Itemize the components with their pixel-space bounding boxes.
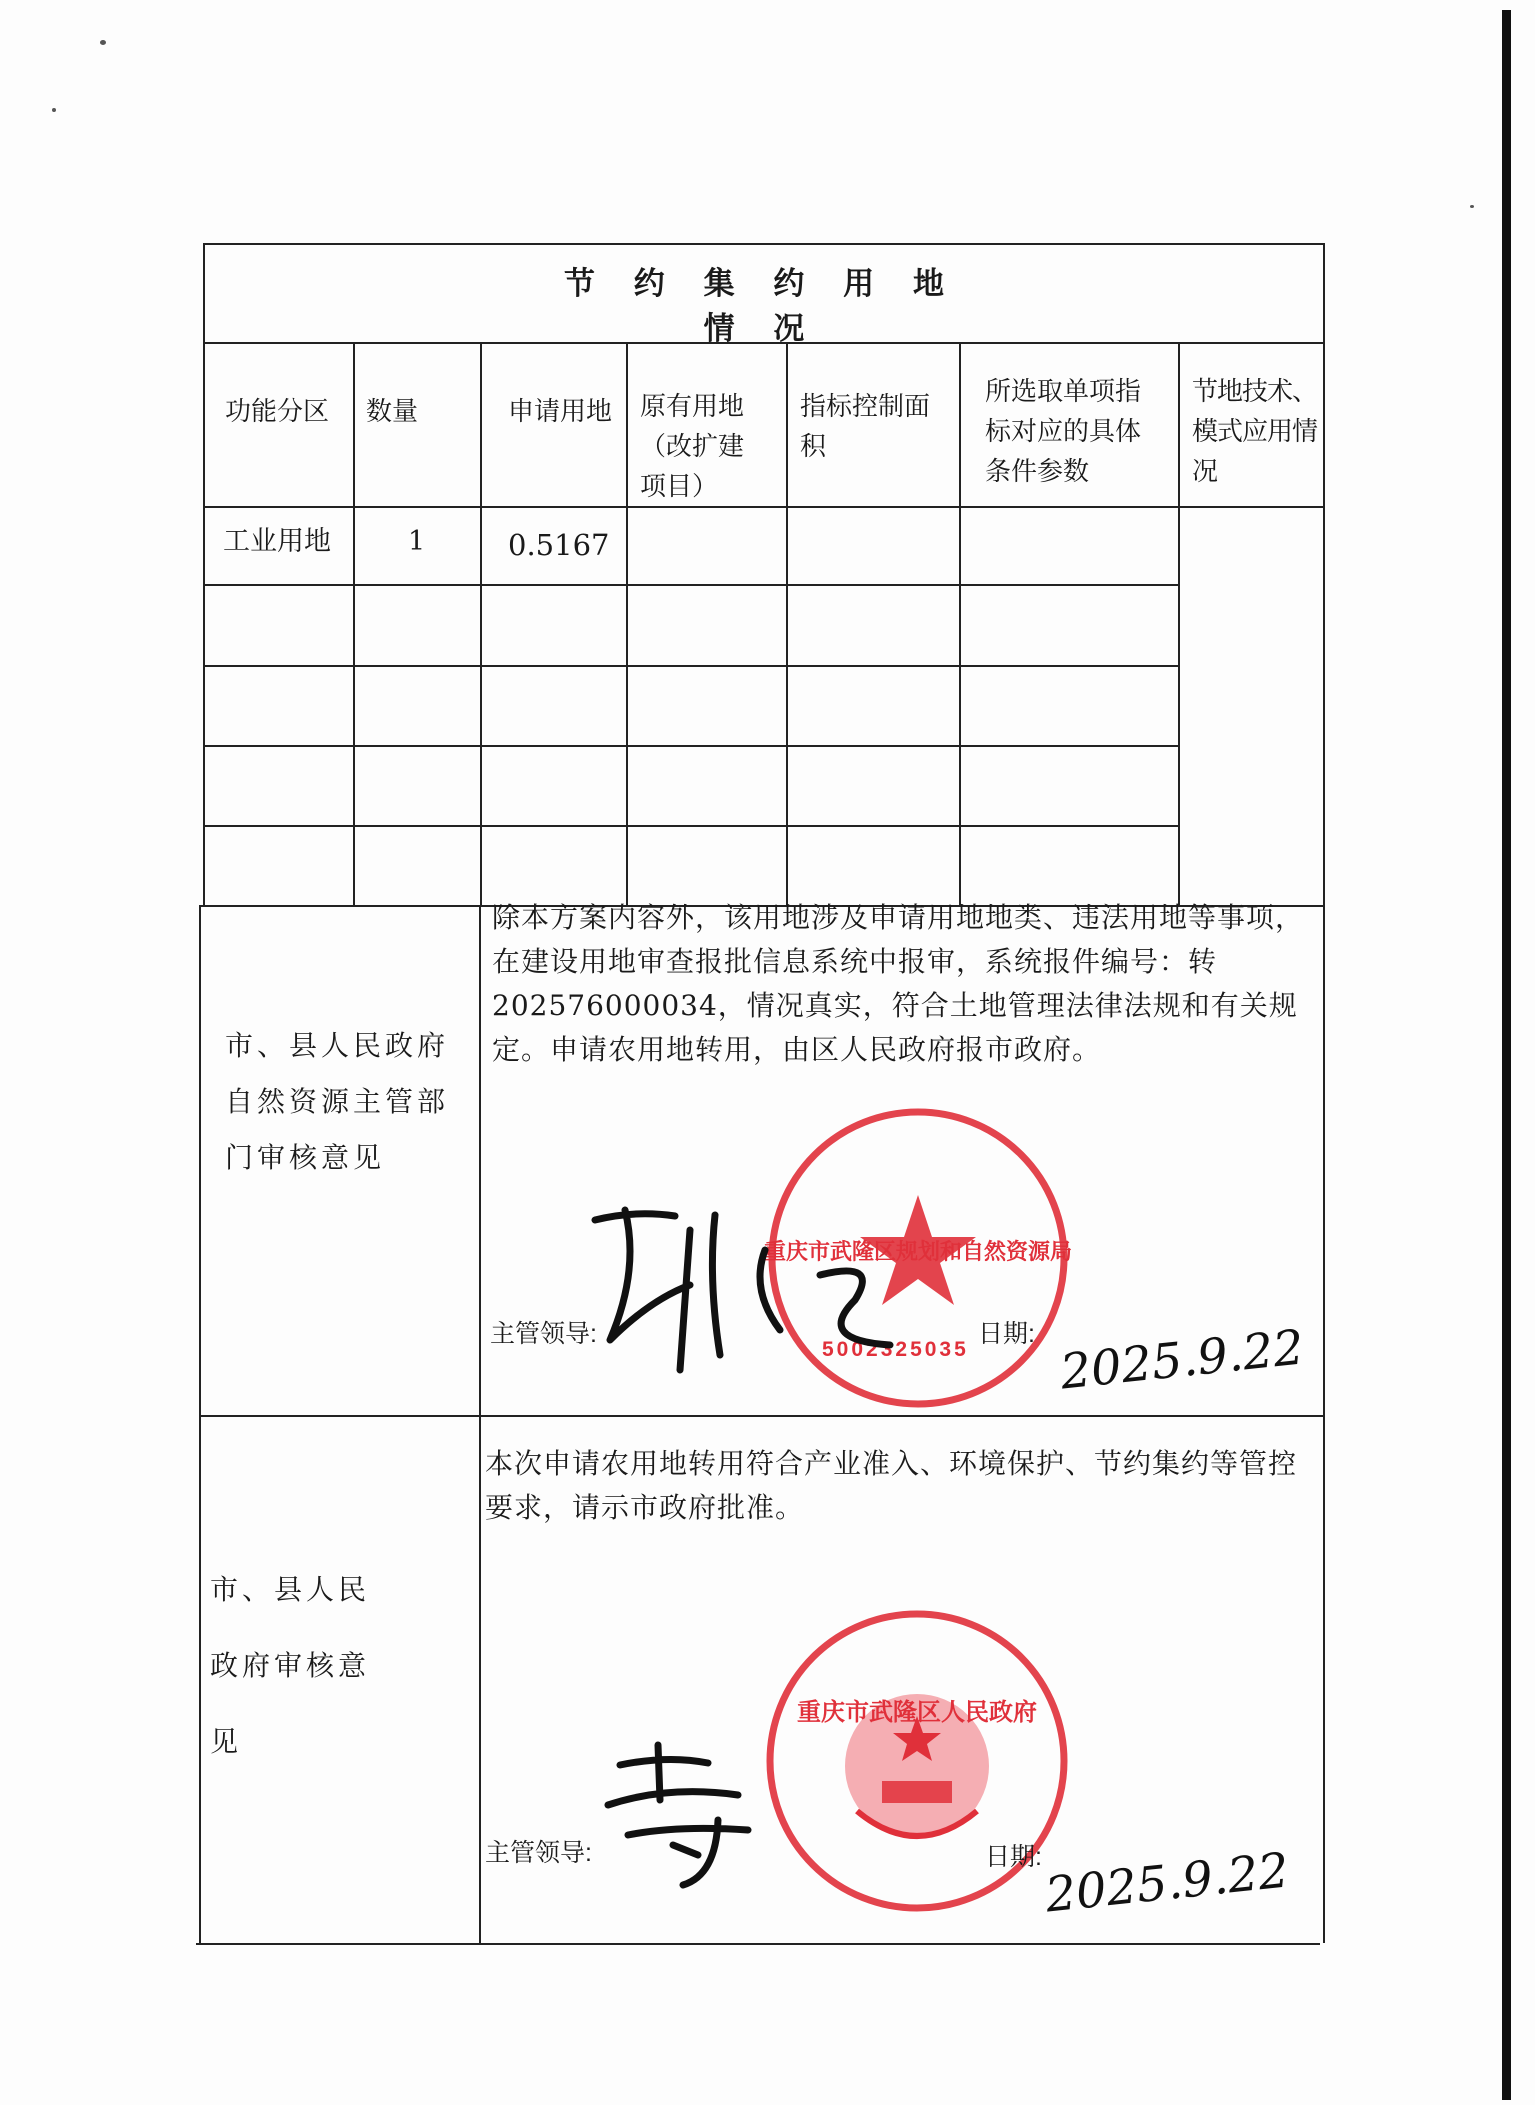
signature-natural [580, 1190, 910, 1380]
seal-planning-number: 5002325035 [822, 1338, 969, 1361]
row-count: 1 [408, 526, 426, 557]
review-natural-opinion: 除本方案内容外，该用地涉及申请用地地类、违法用地等事项，在建设用地审查报批信息系统中报审，系统报件编号：转202576000034，情况真实，符合土地管理法律法规和有关规定。申请农用地转用，由区人民政府报市政府。 [492, 901, 1305, 1066]
review-natural-label: 市、县人民政府自然资源主管部门审核意见 [225, 1029, 450, 1174]
leader-label-natural: 主管领导: [490, 1320, 597, 1348]
review-government-opinion: 本次申请农用地转用符合产业准入、环境保护、节约集约等管控要求，请示市政府批准。 [485, 1447, 1298, 1524]
table-title-line2: 情 况 [703, 311, 819, 347]
header-existing-land: 原有用地（改扩建项目） [640, 392, 745, 502]
scan-speck [1470, 205, 1474, 208]
scan-edge-bar [1502, 10, 1511, 2100]
row-zone: 工业用地 [223, 526, 331, 557]
seal-government-text: 重庆市武隆区人民政府 [797, 1699, 1037, 1726]
review-government-label: 市、县人民政府审核意见 [210, 1573, 371, 1758]
header-parameters: 所选取单项指标对应的具体条件参数 [985, 377, 1142, 487]
scan-speck [100, 40, 106, 45]
table-title-line1: 节 约 集 约 用 地 [564, 266, 958, 302]
date-label-government: 日期: [985, 1843, 1042, 1871]
row-area: 0.5167 [508, 528, 610, 562]
scan-speck [52, 108, 56, 112]
header-index-area: 指标控制面积 [800, 392, 931, 462]
handwritten-date-government: 2025.9.22 [1042, 1842, 1292, 1924]
date-label-natural: 日期: [978, 1320, 1035, 1348]
header-applied-area: 申请用地 [508, 397, 613, 427]
header-count: 数量 [366, 397, 419, 427]
handwritten-date-natural: 2025.9.22 [1057, 1319, 1307, 1401]
header-technology: 节地技术、模式应用情况 [1192, 377, 1318, 487]
signature-government [598, 1725, 768, 1895]
leader-label-government: 主管领导: [485, 1839, 592, 1867]
seal-planning-text: 重庆市武隆区规划和自然资源局 [763, 1239, 1072, 1264]
header-zone: 功能分区 [225, 397, 330, 427]
